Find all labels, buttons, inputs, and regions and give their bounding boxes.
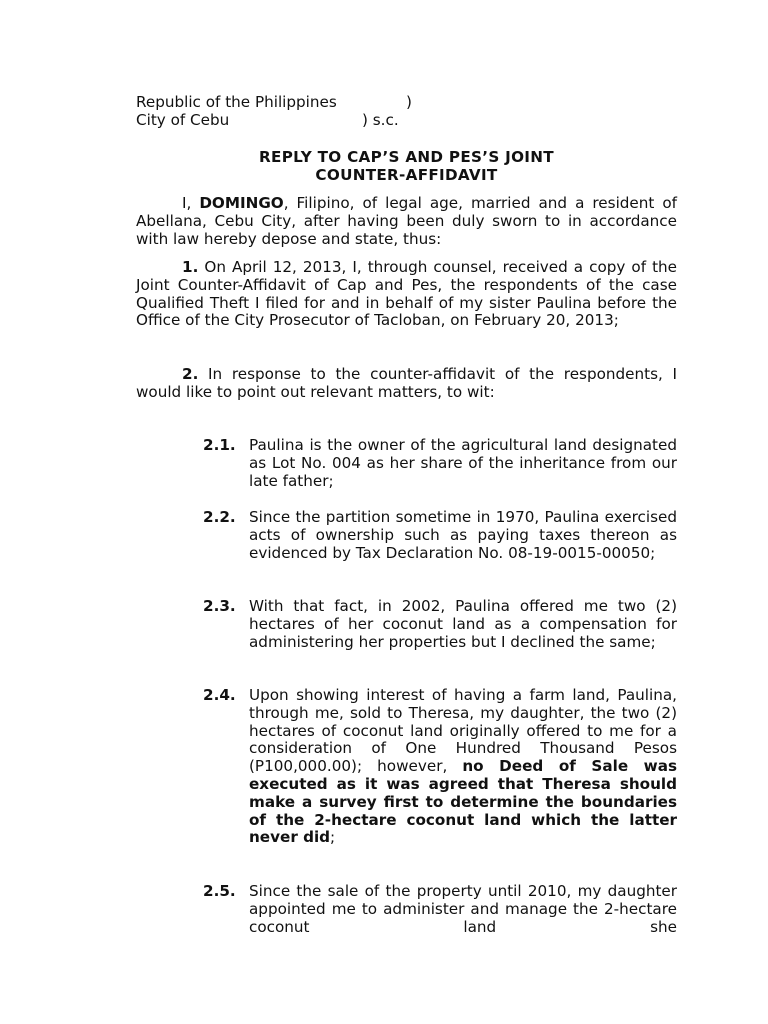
paragraph-2-text: In response to the counter-affidavit of the respondents, I would like to point out relevant matters, to wit: xyxy=(136,365,677,401)
subparagraph-2-1 xyxy=(203,437,677,490)
subparagraph-text-block xyxy=(249,687,677,847)
subparagraph-number: 2.3. xyxy=(203,597,236,615)
venue-city: City of Cebu xyxy=(136,111,230,129)
paragraph-1-number: 1. xyxy=(182,258,199,276)
subparagraph-number: 2.1. xyxy=(203,436,236,454)
subparagraph-text: Paulina is the owner of the agricultural land designated as Lot No. 004 as her share of the inheritance from our late father; xyxy=(249,436,677,490)
document-title-line-1: REPLY TO CAP’S AND PES’S JOINT xyxy=(259,148,554,166)
venue-mark-2: ) s.c. xyxy=(362,111,399,129)
document-title-line-2: COUNTER-AFFIDAVIT xyxy=(315,166,498,184)
subparagraph-2-2 xyxy=(203,509,677,562)
subparagraph-2-5 xyxy=(203,883,677,936)
subparagraph-number: 2.4. xyxy=(203,686,236,704)
subparagraph-number: 2.2. xyxy=(203,508,236,526)
intro-text: , Filipino, of legal age, married and a resident of Abellana, Cebu City, after having been duly sworn to in accordance with law hereby depose and state, thus: xyxy=(136,194,678,248)
paragraph-1-text: On April 12, 2013, I, through counsel, received a copy of the Joint Counter-Affidavit of Cap and Pes, the respondents of the case Qualified Theft I filed for and in behalf of my sister Paulina before the Office of the City Prosecutor of Tacloban, on February 20, 2013; xyxy=(136,258,677,330)
venue-line-1 xyxy=(136,93,412,112)
paragraph-1 xyxy=(136,259,677,330)
subparagraph-2-3 xyxy=(203,598,677,651)
affiant-name: DOMINGO xyxy=(199,194,284,212)
intro-paragraph xyxy=(136,195,677,248)
subparagraph-number: 2.5. xyxy=(203,882,236,900)
subparagraph-text: Since the partition sometime in 1970, Paulina exercised acts of ownership such as paying taxes thereon as evidenced by Tax Declaration No. 08-19-0015-00050; xyxy=(249,508,677,562)
venue-country: Republic of the Philippines xyxy=(136,93,337,111)
subparagraph-tail: ; xyxy=(330,828,336,847)
paragraph-2 xyxy=(136,366,677,402)
subparagraph-emphasis: no Deed of Sale was executed as it was agreed that Theresa should make a survey first to determine the boundaries of the 2-hectare coconut land which the latter never did xyxy=(249,757,677,847)
venue-mark-1: ) xyxy=(406,93,412,111)
intro-prefix: I, xyxy=(182,194,200,212)
paragraph-2-number: 2. xyxy=(182,365,199,383)
venue-line-2 xyxy=(136,111,399,130)
subparagraph-text: Since the sale of the property until 2010, my daughter appointed me to administer and manage the 2-hectare coconut land she xyxy=(249,882,677,936)
subparagraph-2-4 xyxy=(203,687,677,847)
subparagraph-text: With that fact, in 2002, Paulina offered me two (2) hectares of her coconut land as a compensation for administering her properties but I declined the same; xyxy=(249,597,677,651)
subparagraph-text: Upon showing interest of having a farm land, Paulina, through me, sold to Theresa, my daughter, the two (2) hectares of coconut land originally offered to me for a consideration of One Hundred Thousand Pesos (P100,000.00); however, xyxy=(249,686,677,776)
